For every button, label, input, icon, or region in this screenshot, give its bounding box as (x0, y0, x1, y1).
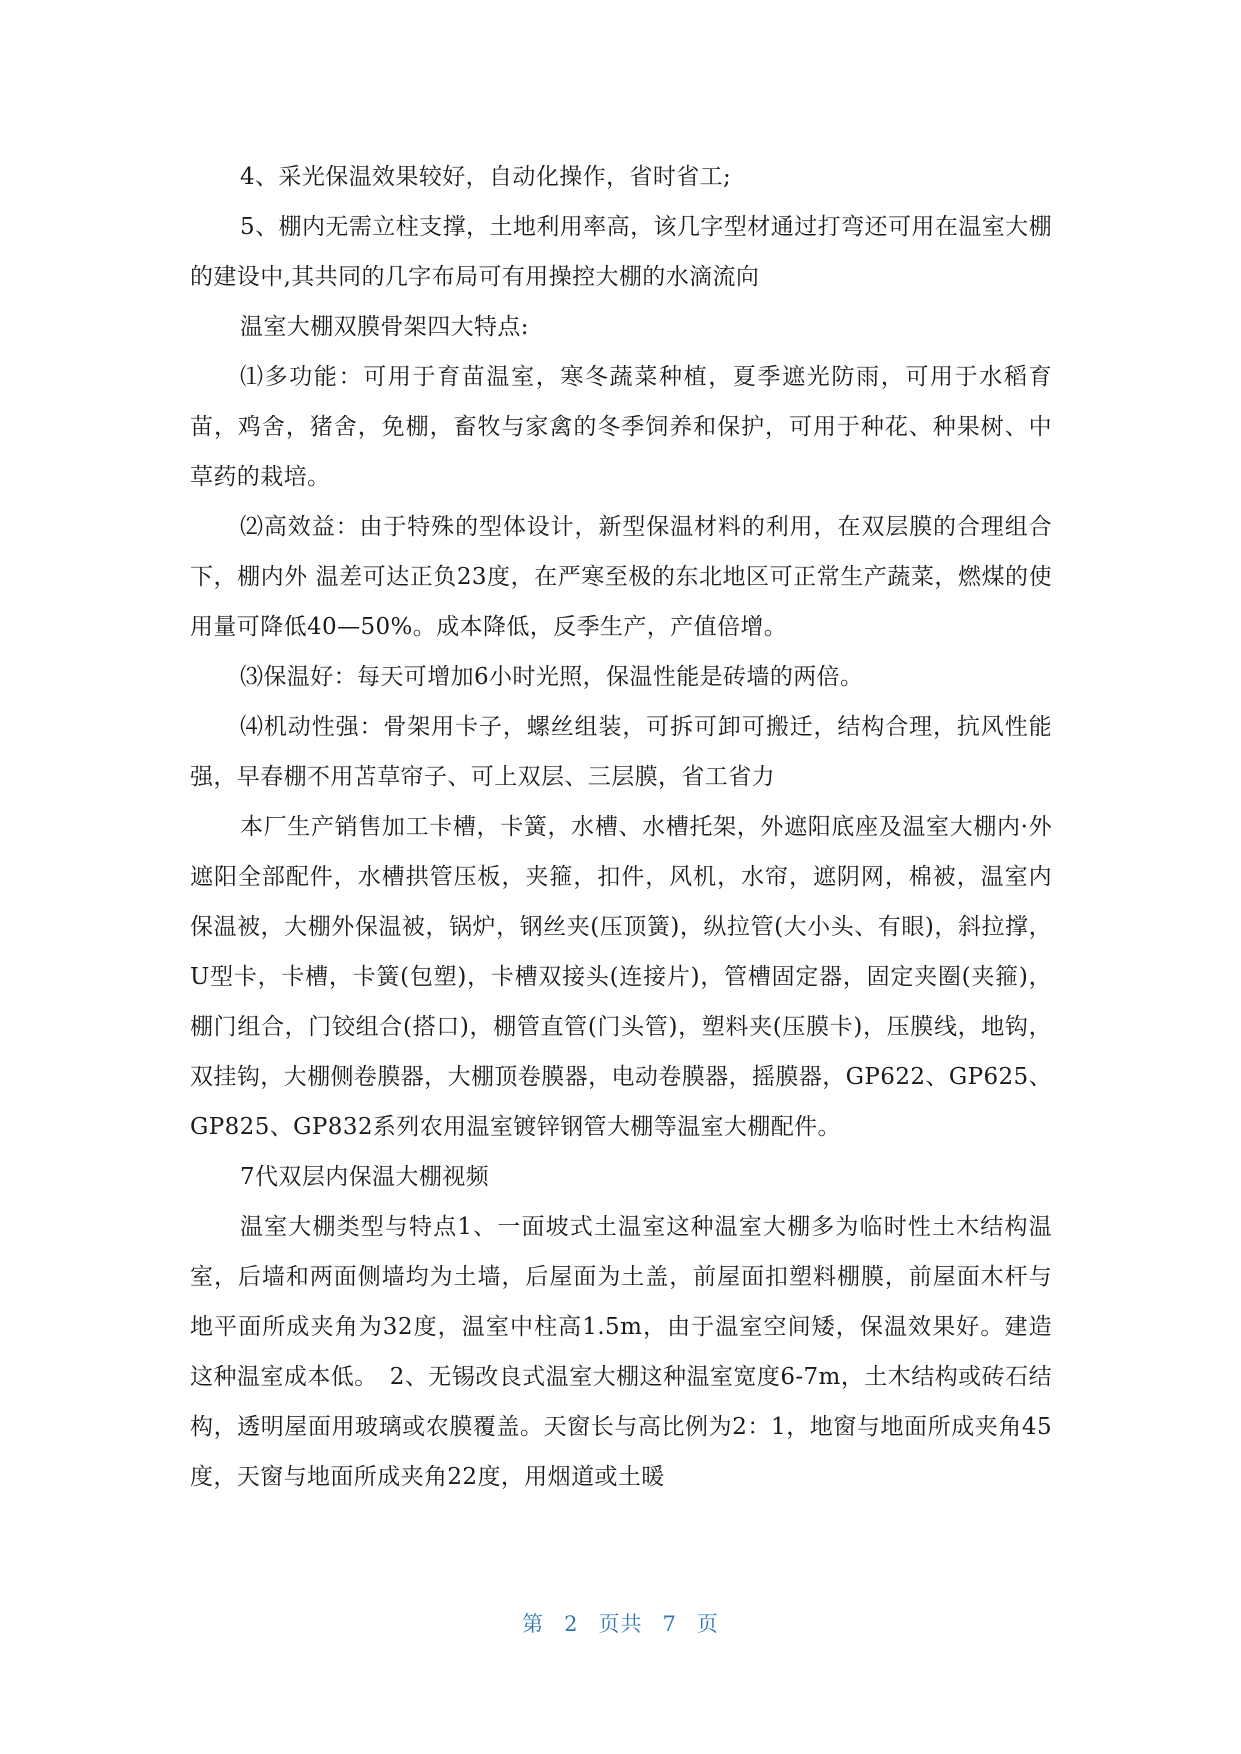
paragraph-products: 本厂生产销售加工卡槽，卡簧，水槽、水槽托架，外遮阳底座及温室大棚内·外遮阳全部配件，水槽拱管压板，夹箍，扣件，风机，水帘，遮阴网，棉被，温室内保温被，大棚外保温被，锅炉，钢丝夹(压顶簧)，纵拉管(大小头、有眼)，斜拉撑，U型卡，卡槽，卡簧(包塑)，卡槽双接头(连接片)，管槽固定器，固定夹圈(夹箍)，棚门组合，门铰组合(搭口)，棚管直管(门头管)，塑料夹(压膜卡)，压膜线，地钩，双挂钩，大棚侧卷膜器，大棚顶卷膜器，电动卷膜器，摇膜器，GP622、GP625、GP825、GP832系列农用温室镀锌钢管大棚等温室大棚配件。 (190, 814, 1052, 1140)
paragraph-feature-5: 5、棚内无需立柱支撑，土地利用率高，该几字型材通过打弯还可用在温室大棚的建设中,其共同的几字布局可有用操控大棚的水滴流向 (190, 214, 1052, 290)
footer-prefix: 第 (522, 1612, 545, 1636)
footer-current-page: 2 (564, 1612, 579, 1636)
paragraph-insulation: ⑶保温好：每天可增加6小时光照，保温性能是砖墙的两倍。 (240, 664, 864, 690)
paragraph-mobility: ⑷机动性强：骨架用卡子，螺丝组装，可拆可卸可搬迁，结构合理，抗风性能强，早春棚不用苫草帘子、可上双层、三层膜，省工省力 (190, 714, 1052, 790)
document-body (190, 152, 1052, 1502)
paragraph-multifunction: ⑴多功能：可用于育苗温室，寒冬蔬菜种植，夏季遮光防雨，可用于水稻育苗，鸡舍，猪舍，免棚，畜牧与家禽的冬季饲养和保护，可用于种花、种果树、中草药的栽培。 (190, 364, 1052, 490)
paragraph-video-title: 7代双层内保温大棚视频 (240, 1164, 490, 1190)
paragraph-feature-4: 4、采光保温效果较好，自动化操作，省时省工; (240, 164, 732, 190)
paragraph-section-heading: 温室大棚双膜骨架四大特点: (240, 314, 529, 340)
footer-total-pages: 7 (662, 1612, 677, 1636)
footer-middle: 页共 (598, 1612, 643, 1636)
page-footer (0, 1608, 1241, 1638)
paragraph-greenhouse-types: 温室大棚类型与特点1、一面坡式土温室这种温室大棚多为临时性土木结构温室，后墙和两面侧墙均为土墙，后屋面为土盖，前屋面扣塑料棚膜，前屋面木杆与地平面所成夹角为32度，温室中柱高1.5m，由于温室空间矮，保温效果好。建造这种温室成本低。 2、无锡改良式温室大棚这种温室宽度6-7m，土木结构或砖石结构，透明屋面用玻璃或农膜覆盖。天窗长与高比例为2：1，地窗与地面所成夹角45度，天窗与地面所成夹角22度，用烟道或土暖 (190, 1214, 1052, 1490)
paragraph-high-efficiency: ⑵高效益：由于特殊的型体设计，新型保温材料的利用，在双层膜的合理组合下，棚内外 温差可达正负23度，在严寒至极的东北地区可正常生产蔬菜，燃煤的使用量可降低40—50%。成本降低，反季生产，产值倍增。 (190, 514, 1052, 640)
footer-suffix: 页 (696, 1612, 719, 1636)
